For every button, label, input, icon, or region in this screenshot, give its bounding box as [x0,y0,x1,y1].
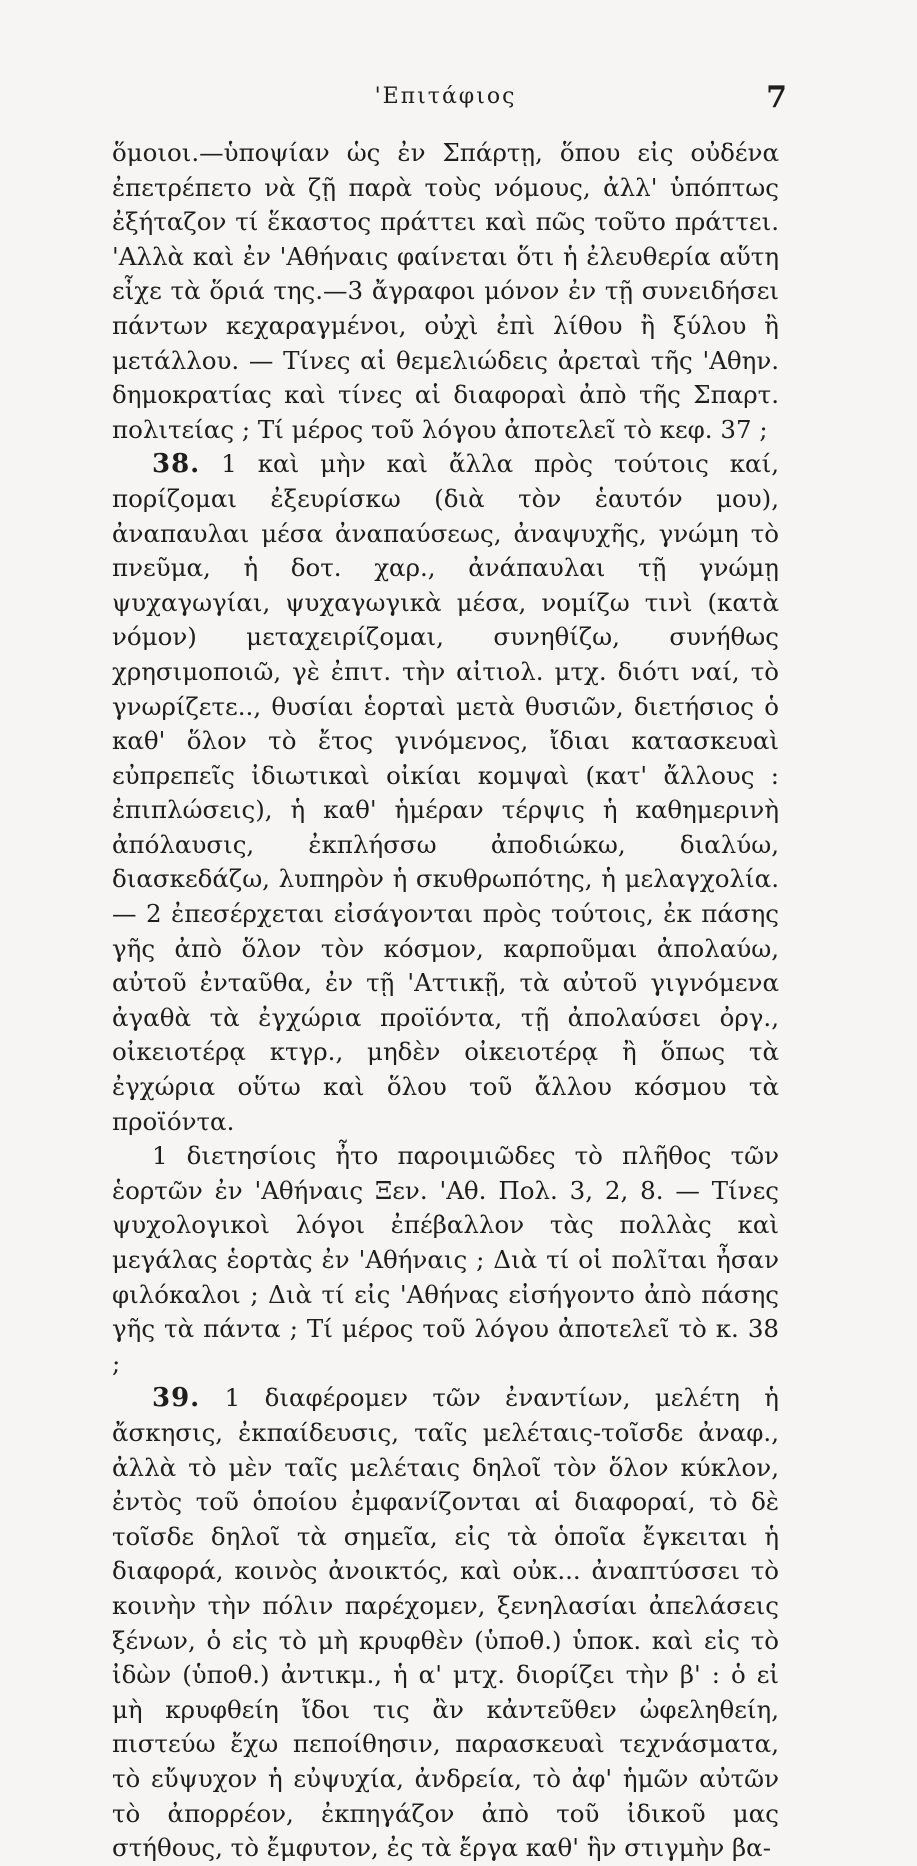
paragraph-1 [112,136,779,447]
running-head [112,78,787,118]
paragraph-text: 1 διαφέρομεν τῶν ἐναντίων, μελέτη ἡ ἄσκησις, ἐκπαίδευσις, ταῖς μελέταις-τοῖσδε ἀναφ., ἀλλὰ τὸ μὲν ταῖς μελέταις δηλοῖ τὸν ὅλον κύκλον, ἐντὸς τοῦ ὁποίου ἐμφανίζονται αἱ διαφοραί, τὸ δὲ τοῖσδε δηλοῖ τὰ σημεῖα, εἰς τὰ ὁποῖα ἔγκειται ἡ διαφορά, κοινὸς ἀνοικτός, καὶ οὐκ... ἀναπτύσσει τὸ κοινὴν τὴν πόλιν παρέχομεν, ξενηλασίαι ἀπελάσεις ξένων, ὁ εἰς τὸ μὴ κρυφθὲν (ὑποθ.) ὑποκ. καὶ εἰς τὸ ἰδὼν (ὑποθ.) ἀντικμ., ἡ α' μτχ. διορίζει τὴν β' : ὁ εἰ μὴ κρυφθείη ἴδοι τις ἂν κἀντεῦθεν ὠφεληθείη, πιστεύω ἔχω πεποίθησιν, παρασκευαὶ τεχνάσματα, τὸ εὔψυχον ἡ εὐψυχία, ἀνδρεία, τὸ ἀφ' ἡμῶν αὐτῶν τὸ ἀπορρέον, ἐκπηγάζον ἀπὸ τοῦ ἰδικοῦ μας στήθους, τὸ ἔμφυτον, ἐς τὰ ἔργα καθ' ἣν στιγμὴν βα- [112,1383,779,1863]
section-number: 39. [152,1383,201,1414]
paragraph-text: 1 διετησίοις ἦτο παροιμιῶδες τὸ πλῆθος τῶν ἑορτῶν ἐν 'Αθήναις Ξεν. 'Αθ. Πολ. 3, 2, 8. — Τίνες ψυχολογικοὶ λόγοι ἐπέβαλλον τὰς πολλὰς καὶ μεγάλας ἑορτὰς ἐν 'Αθήναις ; Διὰ τί οἱ πολῖται ἦσαν φιλόκαλοι ; Διὰ τί εἰς 'Αθήνας εἰσήγοντο ἀπὸ πάσης γῆς τὰ πάντα ; Τί μέρος τοῦ λόγου ἀποτελεῖ τὸ κ. 38 ; [112,1141,779,1378]
paragraph-2 [112,447,779,1139]
paragraph-4 [112,1381,779,1865]
paragraph-text: ὅμοιοι.—ὑποψίαν ὡς ἐν Σπάρτῃ, ὅπου εἰς οὐδένα ἐπετρέπετο νὰ ζῇ παρὰ τοὺς νόμους, ἀλλ' ὑπόπτως ἐξήταζον τί ἕκαστος πράττει καὶ πῶς τοῦτο πράττει. 'Αλλὰ καὶ ἐν 'Αθήναις φαίνεται ὅτι ἡ ἐλευθερία αὕτη εἶχε τὰ ὅριά της.—3 ἄγραφοι μόνον ἐν τῇ συνειδήσει πάντων κεχαραγμένοι, οὐχὶ ἐπὶ λίθου ἢ ξύλου ἢ μετάλλου. — Τίνες αἱ θεμελιώδεις ἀρεταὶ τῆς 'Αθην. δημοκρατίας καὶ τίνες αἱ διαφοραὶ ἀπὸ τῆς Σπαρτ. πολιτείας ; Τί μέρος τοῦ λόγου ἀποτελεῖ τὸ κεφ. 37 ; [112,138,779,444]
paragraph-3 [112,1139,779,1381]
page-number: 7 [766,80,787,115]
section-number: 38. [152,449,201,480]
paragraph-text: 1 καὶ μὴν καὶ ἄλλα πρὸς τούτοις καί, πορίζομαι ἐξευρίσκω (διὰ τὸν ἑαυτόν μου), ἀναπαυλαι μέσα ἀναπαύσεως, ἀναψυχῆς, γνώμη τὸ πνεῦμα, ἡ δοτ. χαρ., ἀνάπαυλαι τῇ γνώμῃ ψυχαγωγίαι, ψυχαγωγικὰ μέσα, νομίζω τινὶ (κατὰ νόμον) μεταχειρίζομαι, συνηθίζω, συνήθως χρησιμοποιῶ, γὲ ἐπιτ. τὴν αἰτιολ. μτχ. διότι ναί, τὸ γνωρίζετε.., θυσίαι ἑορταὶ μετὰ θυσιῶν, διετήσιος ὁ καθ' ὅλον τὸ ἔτος γινόμενος, ἴδιαι κατασκευαὶ εὐπρεπεῖς ἰδιωτικαὶ οἰκίαι κομψαὶ (κατ' ἄλλους : ἐπιπλώσεις), ἡ καθ' ἡμέραν τέρψις ἡ καθημερινὴ ἀπόλαυσις, ἐκπλήσσω ἀποδιώκω, διαλύω, διασκεδάζω, λυπηρὸν ἡ σκυθρωπότης, ἡ μελαγχολία. — 2 ἐπεσέρχεται εἰσάγονται πρὸς τούτοις, ἐκ πάσης γῆς ἀπὸ ὅλον τὸν κόσμον, καρποῦμαι ἀπολαύω, αὐτοῦ ἐνταῦθα, ἐν τῇ 'Αττικῇ, τὰ αὐτοῦ γιγνόμενα ἀγαθὰ τὰ ἐγχώρια προϊόντα, τῇ ἀπολαύσει ὀργ., οἰκειοτέρᾳ κτγρ., μηδὲν οἰκειοτέρᾳ ἢ ὅπως τὰ ἐγχώρια οὕτω καὶ ὅλου τοῦ ἄλλου κόσμου τὰ προϊόντα. [112,449,779,1136]
body-text [112,136,779,1866]
running-title: 'Επιτάφιος [374,84,517,109]
